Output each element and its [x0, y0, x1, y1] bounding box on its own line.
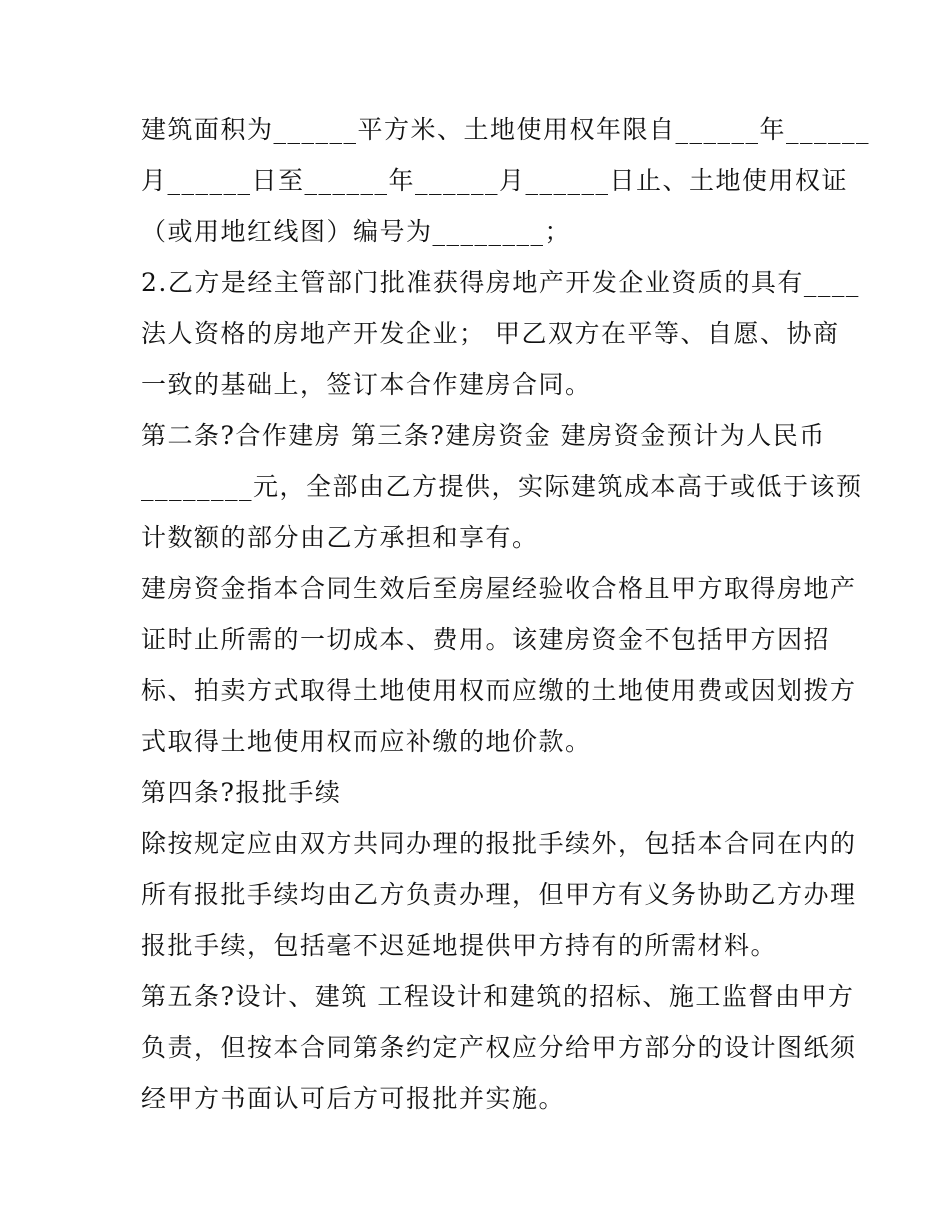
- text-line-20: 经甲方书面认可后方可报批并实施。: [141, 1084, 566, 1113]
- text-line-9: 计数额的部分由乙方承担和享有。: [141, 523, 539, 552]
- text-line-7: 第二条?合作建房 第三条?建房资金 建房资金预计为人民币: [141, 421, 826, 450]
- text-line-10: 建房资金指本合同生效后至房屋经验收合格且甲方取得房地产: [141, 574, 857, 603]
- text-line-11: 证时止所需的一切成本、费用。该建房资金不包括甲方因招: [141, 625, 831, 654]
- text-line-2: 月______日至______年______月______日止、土地使用权证: [141, 166, 849, 195]
- text-line-4: 2.乙方是经主管部门批准获得房地产开发企业资质的具有____: [141, 268, 860, 297]
- text-line-18: 第五条?设计、建筑 工程设计和建筑的招标、施工监督由甲方: [141, 982, 855, 1011]
- text-line-5: 法人资格的房地产开发企业； 甲乙双方在平等、自愿、协商: [141, 319, 840, 348]
- text-line-19: 负责，但按本合同第条约定产权应分给甲方部分的设计图纸须: [141, 1033, 857, 1062]
- text-line-14: 第四条?报批手续: [141, 778, 342, 807]
- text-line-1: 建筑面积为______平方米、土地使用权年限自______年______: [141, 115, 871, 144]
- contract-text-body: [141, 108, 871, 1128]
- text-line-16: 所有报批手续均由乙方负责办理，但甲方有义务协助乙方办理: [141, 880, 857, 909]
- text-line-6: 一致的基础上，签订本合作建房合同。: [141, 370, 592, 399]
- text-line-3: （或用地红线图）编号为________；: [141, 217, 572, 246]
- text-line-12: 标、拍卖方式取得土地使用权而应缴的土地使用费或因划拨方: [141, 676, 857, 705]
- text-line-15: 除按规定应由双方共同办理的报批手续外，包括本合同在内的: [141, 829, 857, 858]
- text-line-13: 式取得土地使用权而应补缴的地价款。: [141, 727, 592, 756]
- text-line-8: ________元，全部由乙方提供，实际建筑成本高于或低于该预: [141, 472, 863, 501]
- text-line-17: 报批手续，包括毫不迟延地提供甲方持有的所需材料。: [141, 931, 778, 960]
